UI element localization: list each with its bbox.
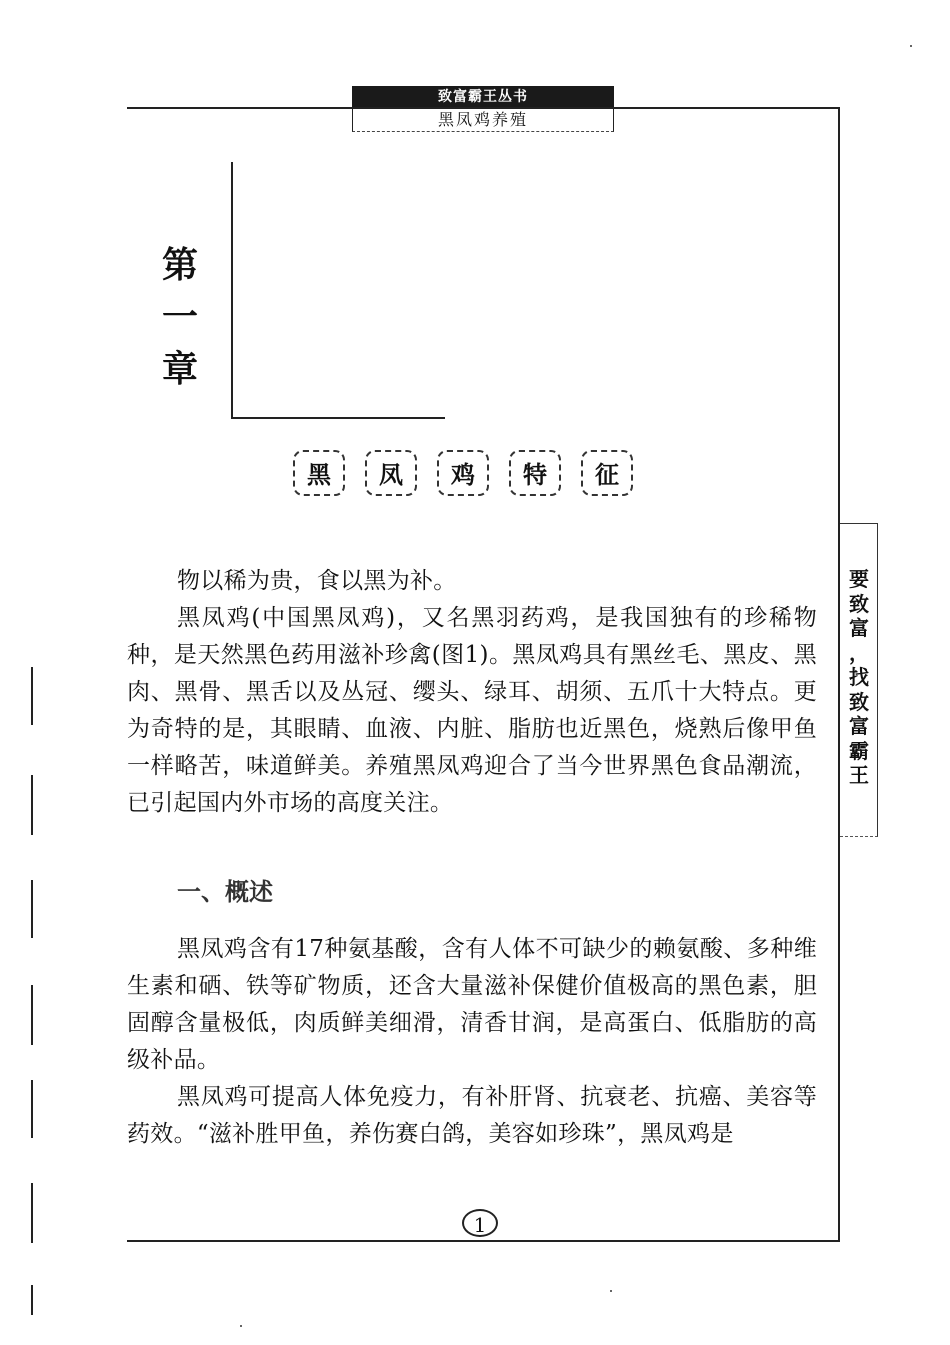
side-tab-char: 致 [849,591,869,616]
chapter-title-char: 鸡 [437,450,489,496]
margin-mark [31,880,33,938]
chapter-title-char: 特 [509,450,561,496]
margin-mark [31,775,33,835]
margin-mark [31,1183,33,1243]
side-tab-char: 找 [849,665,869,689]
paragraph: 黑凤鸡可提高人体免疫力，有补肝肾、抗衰老、抗癌、美容等药效。“滋补胜甲鱼，养伤赛白鸽，美容如珍珠”，黑凤鸡是 [127,1084,817,1147]
chapter-label-char: 章 [161,349,198,390]
page-number: 1 [462,1209,498,1237]
paragraph: 黑凤鸡(中国黑凤鸡)，又名黑羽药鸡，是我国独有的珍稀物种，是天然黑色药用滋补珍禽(图1)。黑凤鸡具有黑丝毛、黑皮、黑肉、黑骨、黑舌以及丛冠、缨头、绿耳、胡须、五爪十大特点。更为奇特的是，其眼睛、血液、内脏、脂肪也近黑色，烧熟后像甲鱼一样略苦，味道鲜美。养殖黑凤鸡迎合了当今世界黑色食品潮流，已引起国内外市场的高度关注。 [127,605,817,816]
side-tab-char: 要 [849,567,869,591]
page-frame-bottom-rule [127,1240,839,1242]
chapter-title-char: 凤 [365,450,417,496]
section-heading: 一、概述 [177,878,273,906]
side-tab-char: 富 [849,714,869,738]
paragraph: 黑凤鸡含有17种氨基酸，含有人体不可缺少的赖氨酸、多种维生素和硒、铁等矿物质，还含大量滋补保健价值极高的黑色素，胆固醇含量极低，肉质鲜美细滑，清香甘润，是高蛋白、低脂肪的高级补品。 [127,936,817,1073]
side-tab-char: 富 [849,616,869,640]
margin-mark [31,667,33,725]
chapter-title-char: 征 [581,450,633,496]
chapter-bracket-horizontal [231,417,445,419]
scan-speck [240,1325,242,1327]
margin-mark [31,1080,33,1138]
chapter-title-char: 黑 [293,450,345,496]
chapter-label [150,240,210,396]
paragraph: 物以稀为贵，食以黑为补。 [177,568,457,594]
chapter-title [293,450,653,500]
margin-mark [31,985,33,1045]
chapter-label-char: 一 [161,297,198,338]
section-text [127,931,817,1153]
scan-speck [910,45,912,47]
side-tab-slogan [845,567,873,788]
margin-mark [31,1285,33,1315]
page-frame-top-rule [127,107,839,109]
scan-speck [610,1290,612,1292]
side-tab-char: ， [849,640,869,665]
chapter-label-char: 第 [161,245,198,286]
side-tab-char: 致 [849,689,869,714]
chapter-bracket-vertical [231,162,233,418]
series-banner: 致富霸王丛书 [352,86,614,108]
intro-text [127,563,817,822]
side-tab-char: 王 [849,763,869,787]
side-tab-char: 霸 [849,738,869,763]
book-title: 黑凤鸡养殖 [352,108,614,132]
